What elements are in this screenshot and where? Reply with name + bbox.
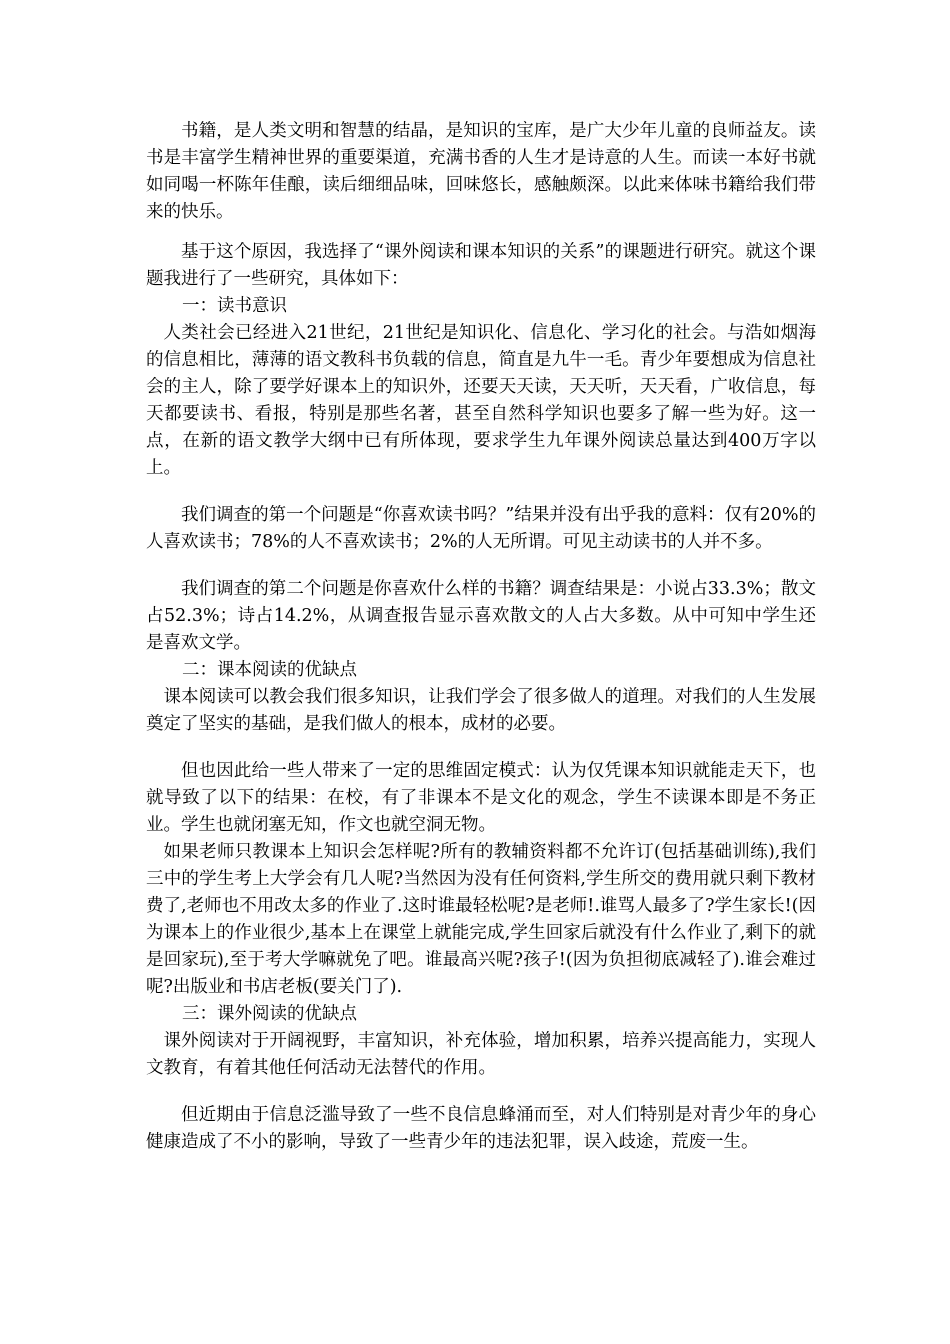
paragraph-survey-2: 我们调查的第二个问题是你喜欢什么样的书籍？调查结果是：小说占33.3%；散文占52.3%；诗占14.2%，从调查报告显示喜欢散文的人占大多数。从中可知中学生还是喜欢文学。 (146, 579, 816, 653)
paragraph-textbook-hypothetical: 如果老师只教课本上知识会怎样呢?所有的教辅资料都不允许订(包括基础训练),我们三中的学生考上大学会有几人呢?当然因为没有任何资料,学生所交的费用就只剩下教材费了,老师也不用改太多的作业了.这时谁最轻松呢?是老师!.谁骂人最多了?学生家长!(因为课本上的作业很少,基本上在课堂上就能完成,学生回家后就没有什么作业了,剩下的就是回家玩),至于考大学嘛就免了吧。谁最高兴呢?孩子!(因为负担彻底减轻了).谁会难过呢?出版业和书店老板(要关门了). (146, 842, 816, 997)
paragraph-textbook-pros: 课本阅读可以教会我们很多知识，让我们学会了很多做人的道理。对我们的人生发展奠定了坚实的基础，是我们做人的根本，成材的必要。 (146, 687, 816, 734)
section-heading-1: 一：读书意识 (182, 296, 287, 316)
paragraph-textbook-cons: 但也因此给一些人带来了一定的思维固定模式：认为仅凭课本知识就能走天下，也就导致了以下的结果：在校，有了非课本不是文化的观念，学生不读课本即是不务正业。学生也就闭塞无知，作文也就空洞无物。 (146, 761, 816, 835)
paragraph-extracurricular-cons: 但近期由于信息泛滥导致了一些不良信息蜂涌而至，对人们特别是对青少年的身心健康造成了不小的影响，导致了一些青少年的违法犯罪，误入歧途，荒废一生。 (146, 1105, 816, 1152)
paragraph-extracurricular-pros: 课外阅读对于开阔视野，丰富知识，补充体验，增加积累，培养兴提高能力，实现人文教育，有着其他任何活动无法替代的作用。 (146, 1031, 816, 1078)
section-heading-2: 二：课本阅读的优缺点 (182, 660, 357, 680)
document-body (146, 118, 816, 1156)
paragraph-topic: 基于这个原因，我选择了“课外阅读和课本知识的关系”的课题进行研究。就这个课题我进行了一些研究，具体如下： (146, 242, 816, 289)
paragraph-reading-awareness: 人类社会已经进入21世纪，21世纪是知识化、信息化、学习化的社会。与浩如烟海的信息相比，薄薄的语文教科书负载的信息，简直是九牛一毛。青少年要想成为信息社会的主人，除了要学好课本上的知识外，还要天天读，天天听，天天看，广收信息，每天都要读书、看报，特别是那些名著，甚至自然科学知识也要多了解一些为好。这一点，在新的语文教学大纲中已有所体现，要求学生九年课外阅读总量达到400万字以上。 (146, 323, 816, 478)
section-heading-3: 三：课外阅读的优缺点 (182, 1004, 357, 1024)
paragraph-intro: 书籍，是人类文明和智慧的结晶，是知识的宝库，是广大少年儿童的良师益友。读书是丰富学生精神世界的重要渠道，充满书香的人生才是诗意的人生。而读一本好书就如同喝一杯陈年佳酿，读后细细品味，回味悠长，感触颇深。以此来体味书籍给我们带来的快乐。 (146, 121, 816, 222)
paragraph-survey-1: 我们调查的第一个问题是“你喜欢读书吗？”结果并没有出乎我的意料：仅有20%的人喜欢读书；78%的人不喜欢读书；2%的人无所谓。可见主动读书的人并不多。 (146, 505, 816, 552)
